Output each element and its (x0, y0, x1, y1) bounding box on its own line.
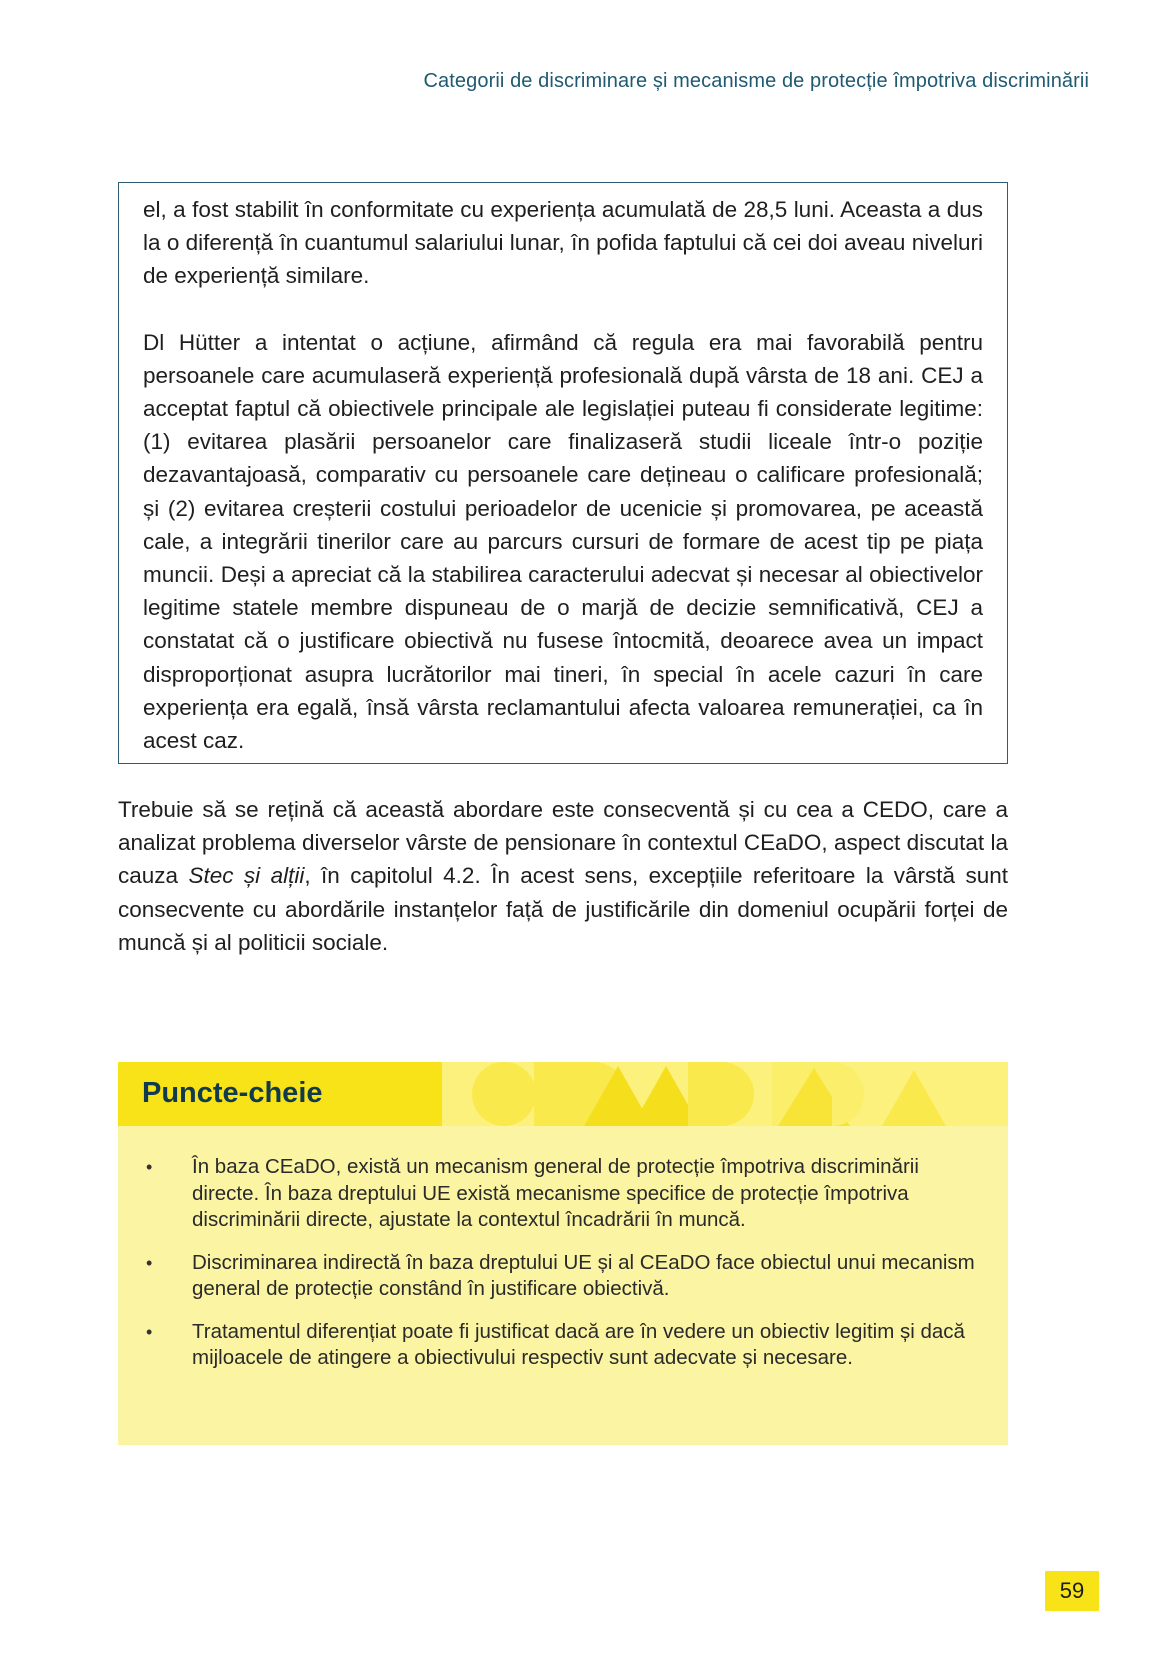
body-text-after: , în capitolul 4.2. În acest sens, excepțiile referitoare la vârstă sunt consecvente cu abordările instanțelor față de justificările din domeniul ocupării forței de muncă și al politicii sociale. (118, 863, 1009, 955)
decorative-shapes-icon (442, 1062, 1008, 1126)
bullet-icon: • (146, 1252, 153, 1273)
key-points-title: Puncte-cheie (142, 1077, 323, 1109)
bullet-icon: • (146, 1321, 153, 1342)
list-item-text: În baza CEaDO, există un mecanism general de protecție împotriva discriminării directe. În baza dreptului UE există mecanisme specifice de protecție împotriva discriminării directe, ajustate la contextul încadrării în muncă. (192, 1155, 919, 1231)
page-number: 59 (1045, 1571, 1099, 1611)
bullet-icon: • (146, 1157, 153, 1177)
key-points-header (118, 1062, 1008, 1126)
list-item (118, 1154, 1008, 1234)
body-text-before: Trebuie să se rețină că această abordare este consecventă și cu cea a CEDO, care a analizat problema diverselor vârste de pensionare în contextul CEaDO, aspect discutat la cauza (118, 797, 1008, 889)
case-paragraph-2: Dl Hütter a intentat o acțiune, afirmând că regula era mai favorabilă pentru persoanele care acumulaseră experiență profesională după vârsta de 18 ani. CEJ a acceptat faptul că obiectivele principale ale legislației puteau fi considerate legitime: (1) evitarea plasării persoanelor care finalizaseră studii liceale într-o poziție dezavantajoasă, comparativ cu persoanele care dețineau o calificare profesională; și (2) evitarea creșterii costului perioadelor de ucenicie și promovarea, pe această cale, a integrării tinerilor care au parcurs cursuri de formare de acest tip pe piața muncii. Deși a apreciat că la stabilirea caracterului adecvat și necesar al obiectivelor legitime statele membre dispuneau de o marjă de decizie semnificativă, CEJ a constatat că o justificare obiectivă nu fusese întocmită, deoarece avea un impact disproporționat asupra lucrătorilor mai tineri, în special în acele cazuri în care experiența era egală, însă vârsta reclamantului afecta valoarea remunerației, ca în acest caz. (143, 329, 983, 754)
list-item-text: Tratamentul diferențiat poate fi justificat dacă are în vedere un obiectiv legitim și dacă mijloacele de atingere a obiectivului respectiv sunt adecvate și necesare. (192, 1319, 965, 1369)
key-points-list (118, 1154, 1008, 1388)
key-points-box (118, 1062, 1008, 1445)
running-header: Categorii de discriminare și mecanisme de protecție împotriva discriminării (423, 70, 1089, 92)
list-item (118, 1250, 1008, 1303)
case-paragraph-1: el, a fost stabilit în conformitate cu experiența acumulată de 28,5 luni. Aceasta a dus la o diferență în cuantumul salariului lunar, în pofida faptului că cei doi aveau niveluri de experiență similare. (143, 197, 983, 289)
body-paragraph (118, 793, 1008, 959)
case-name-italic: Stec și alții (188, 863, 305, 889)
list-item-text: Discriminarea indirectă în baza dreptului UE și al CEaDO face obiectul unui mecanism general de protecție constând în justificare obiectivă. (192, 1250, 975, 1300)
case-study-box (118, 182, 1008, 764)
list-item (118, 1319, 1008, 1372)
